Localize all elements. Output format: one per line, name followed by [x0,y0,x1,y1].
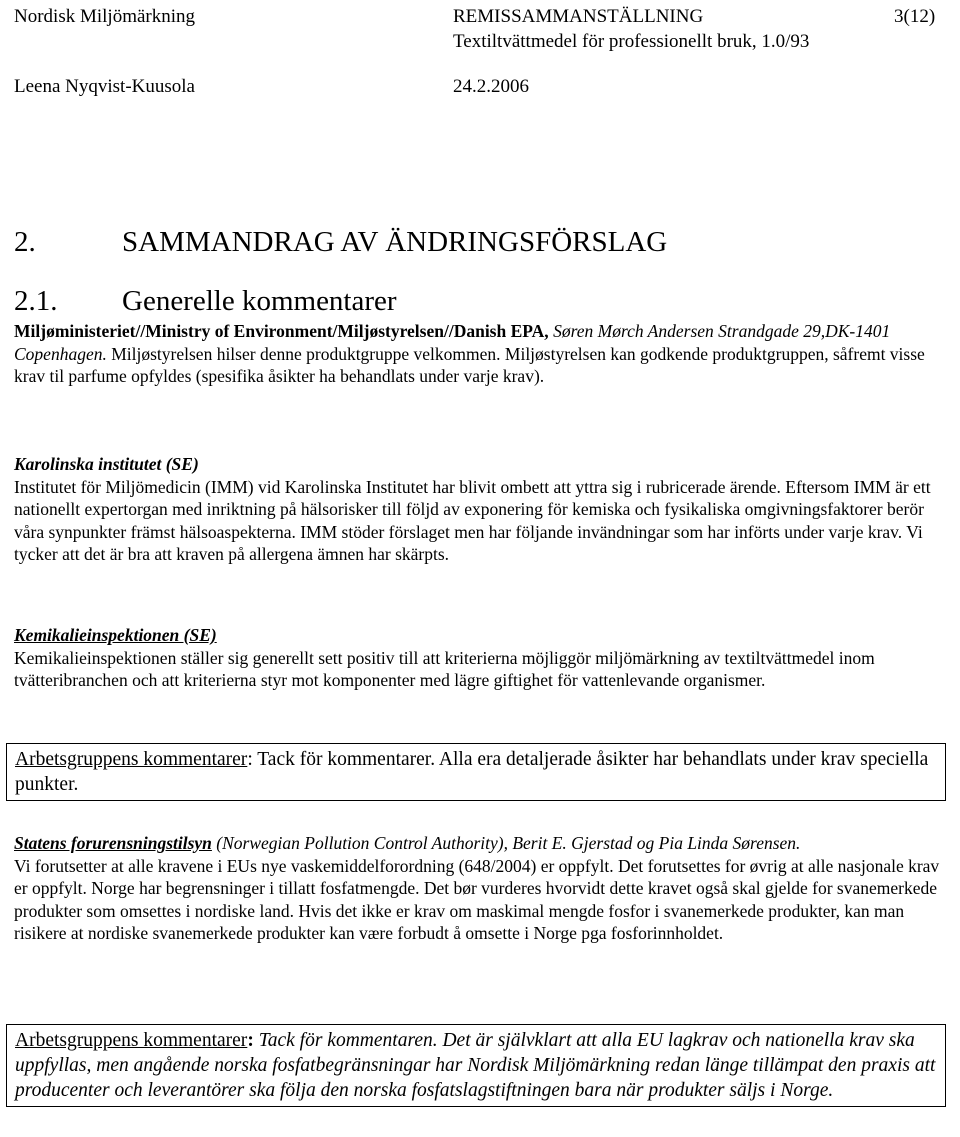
comment2-colon: : [247,1030,254,1051]
subsection-heading [14,285,397,317]
comment1-label: Arbetsgruppens kommentarer [15,749,248,770]
sft-block [14,832,949,945]
header-author: Leena Nyqvist-Kuusola [14,76,195,97]
karolinska-text: Institutet för Miljömedicin (IMM) vid Karolinska Institutet har blivit ombett att yttra sig i rubricerade ärende. Eftersom IMM är ett nationellt expertorgan med inriktning på hälsorisker till följd av exponering för kemiska och fysikaliska omgivningsfaktorer berör våra synpunkter främst hälsoaspekterna. IMM stöder förslaget men har följande invändningar som har införts under varje krav. Vi tycker att det är bra att kraven på allergena ämnen har skärpts. [14,476,931,564]
karolinska-heading: Karolinska institutet (SE) [14,454,199,474]
sft-org: Statens forurensningstilsyn [14,833,212,853]
kemi-heading: Kemikalieinspektionen (SE) [14,625,217,645]
header-page-number: 3(12) [894,6,936,27]
comment-box-2 [6,1024,946,1107]
header-doc-subtitle: Textiltvättmedel för professionellt bruk, 1.0/93 [453,31,810,52]
header-doc-type: REMISSAMMANSTÄLLNING [453,6,704,27]
kemi-block [14,624,949,692]
karolinska-block [14,453,949,566]
section-number: 2. [14,226,36,258]
subsection-number: 2.1. [14,285,58,317]
comment-box-1 [6,743,946,801]
miljo-text: Miljøstyrelsen hilser denne produktgruppe velkommen. Miljøstyrelsen kan godkende produktgruppen, såfremt visse krav til parfume opfyldes (spesifika åsikter ha behandlats under varje krav). [14,343,925,386]
section-heading [14,226,667,258]
header-org: Nordisk Miljömärkning [14,6,196,27]
sft-text: Vi forutsetter at alle kravene i EUs nye vaskemiddelforordning (648/2004) er oppfylt. Det forutsettes for øvrig at alle nasjonale krav er oppfylt. Norge har begrensninger i tillatt fosfatmengde. Det bør vurderes hvorvidt dette kravet også skal gjelde for svanemerkede produkter som omsettes i nordiske land. Hvis det ikke er krav om maskimal mengde fosfor i svanemerkede produkter, kan man risikere at nordiske svanemerkede produkter kan være forbudt å omsette i Norge pga fosforinnholdet. [14,855,940,943]
comment2-label: Arbetsgruppens kommentarer [15,1030,248,1051]
sft-contact: (Norwegian Pollution Control Authority), Berit E. Gjerstad og Pia Linda Sørensen. [211,833,801,853]
kemi-text: Kemikalieinspektionen ställer sig generellt sett positiv till att kriterierna möjliggör miljömärkning av textiltvättmedel inom tvätteribranchen och att kriterierna styr mot komponenter med lägre giftighet för vattenlevande organismer. [14,647,875,690]
miljo-org: Miljøministeriet//Ministry of Environment/Miljøstyrelsen//Danish EPA, [14,321,549,341]
miljo-contact: Søren Mørch Andersen Strandgade 29,DK-1401 Copenhagen. [14,321,891,364]
subsection-title: Generelle kommentarer [122,285,397,317]
miljo-block [14,320,949,388]
section-title: SAMMANDRAG AV ÄNDRINGSFÖRSLAG [122,226,668,258]
comment2-text: Tack för kommentaren. Det är självklart att alla EU lagkrav och nationella krav ska uppfyllas, men angående norska fosfatbegränsningar har Nordisk Miljömärkning redan länge tillämpat den praxis att producenter och leverantörer ska följa den norska fosfatslagstiftningen bara när produkter säljs i Norge. [15,1030,936,1101]
header-date: 24.2.2006 [453,76,529,97]
comment1-text: : Tack för kommentarer. Alla era detaljerade åsikter har behandlats under krav speciella punkter. [15,749,929,795]
